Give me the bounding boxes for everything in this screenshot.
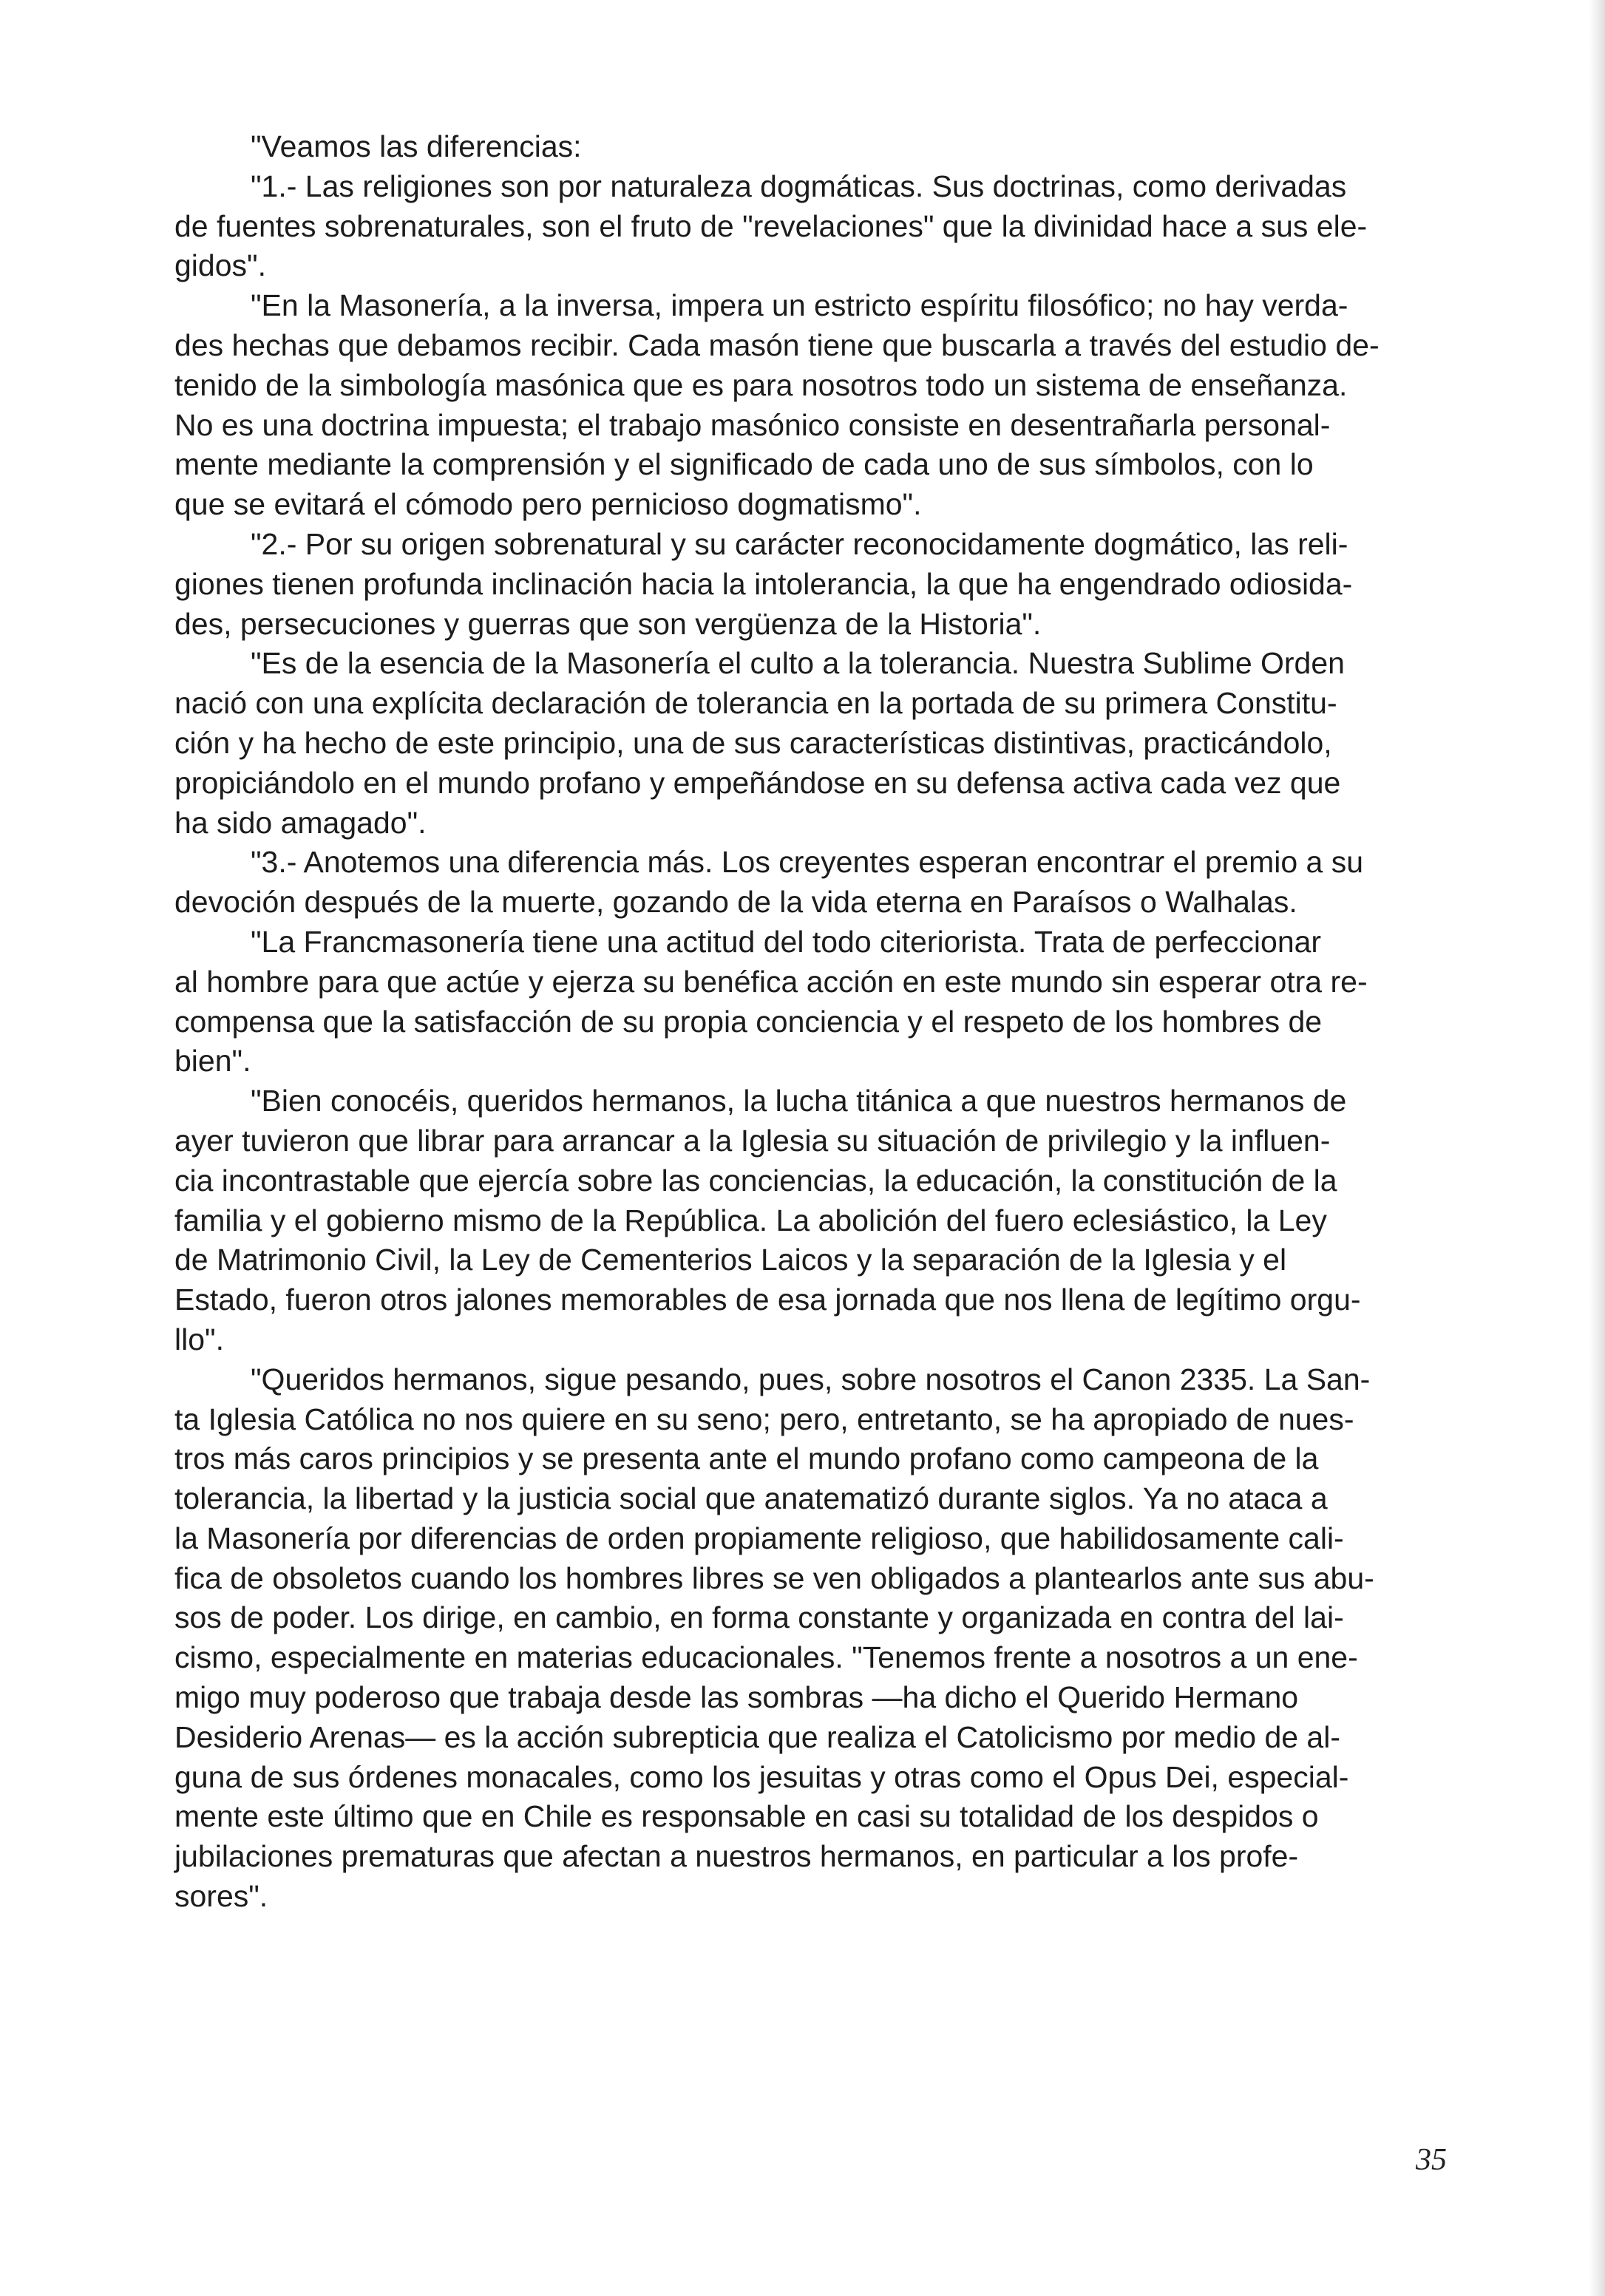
- page-number: 35: [1416, 2143, 1447, 2177]
- paragraph-intro: "Veamos las diferencias:: [251, 129, 582, 163]
- paragraph-point-2: "2.- Por su origen sobrenatural y su carácter reconocidamente dogmático, las reli- giones tienen profunda inclinación hacia la intolerancia, la que ha engendrado odiosida- des, persecuciones y guerras que son vergüenza de la Historia".: [174, 526, 1353, 641]
- paragraph-tolerancia: "Es de la esencia de la Masonería el culto a la tolerancia. Nuestra Sublime Orden nació con una explícita declaración de tolerancia en la portada de su primera Constitu- ción y ha hecho de este principio, una de sus características distintivas, practicándolo, propiciándolo en el mundo profano y empeñándose en su defensa activa cada vez que ha sido amagado".: [174, 646, 1345, 840]
- paragraph-citeriorista: "La Francmasonería tiene una actitud del todo citeriorista. Trata de perfeccionar al hombre para que actúe y ejerza su benéfica acción en este mundo sin esperar otra re- compensa que la satisfacción de su propia conciencia y el respeto de los hombres de bien".: [174, 924, 1368, 1079]
- paragraph-canon-2335: "Queridos hermanos, sigue pesando, pues, sobre nosotros el Canon 2335. La San- ta Iglesia Católica no nos quiere en su seno; pero, entretanto, se ha apropiado de nues- tros más caros principios y se presenta ante el mundo profano como campeona de la tolerancia, la libertad y la justicia social que anatematizó durante siglos. Ya no ataca a la Masonería por diferencias de orden propiamente religioso, que habilidosamente cali- fica de obsoletos cuando los hombres libres se ven obligados a plantearlos ante sus abu- sos de poder. Los dirige, en cambio, en forma constante y organizada en contra del lai- cismo, especialmente en materias educacionales. "Tenemos frente a nosotros a un ene- migo muy poderoso que trabaja desde las sombras —ha dicho el Querido Hermano Desiderio Arenas— es la acción subrepticia que realiza el Catolicismo por medio de al- guna de sus órdenes monacales, como los jesuitas y otras como el Opus Dei, especial- mente este último que en Chile es responsable en casi su totalidad de los despidos o jubilaciones prematuras que afectan a nuestros hermanos, en particular a los profe- sores".: [174, 1362, 1374, 1914]
- body-text: [174, 127, 1473, 1917]
- scan-edge-shadow: [1589, 0, 1605, 2296]
- paragraph-masoneria-filosofica: "En la Masonería, a la inversa, impera un estricto espíritu filosófico; no hay verda- des hechas que debamos recibir. Cada masón tiene que buscarla a través del estudio de- tenido de la simbología masónica que es para nosotros todo un sistema de enseñanza. No es una doctrina impuesta; el trabajo masónico consiste en desentrañarla personal- mente mediante la comprensión y el significado de cada uno de sus símbolos, con lo que se evitará el cómodo pero pernicioso dogmatismo".: [174, 288, 1380, 522]
- paragraph-point-3: "3.- Anotemos una diferencia más. Los creyentes esperan encontrar el premio a su devoción después de la muerte, gozando de la vida eterna en Paraísos o Walhalas.: [174, 845, 1364, 920]
- paragraph-lucha-titanica: "Bien conocéis, queridos hermanos, la lucha titánica a que nuestros hermanos de ayer tuvieron que librar para arrancar a la Iglesia su situación de privilegio y la influen- cia incontrastable que ejercía sobre las conciencias, la educación, la constitución de la familia y el gobierno mismo de la República. La abolición del fuero eclesiástico, la Ley de Matrimonio Civil, la Ley de Cementerios Laicos y la separación de la Iglesia y el Estado, fueron otros jalones memorables de esa jornada que nos llena de legítimo orgu- llo".: [174, 1084, 1361, 1356]
- paragraph-point-1: "1.- Las religiones son por naturaleza dogmáticas. Sus doctrinas, como derivadas de fuentes sobrenaturales, son el fruto de "revelaciones" que la divinidad hace a sus ele- gidos".: [174, 169, 1368, 283]
